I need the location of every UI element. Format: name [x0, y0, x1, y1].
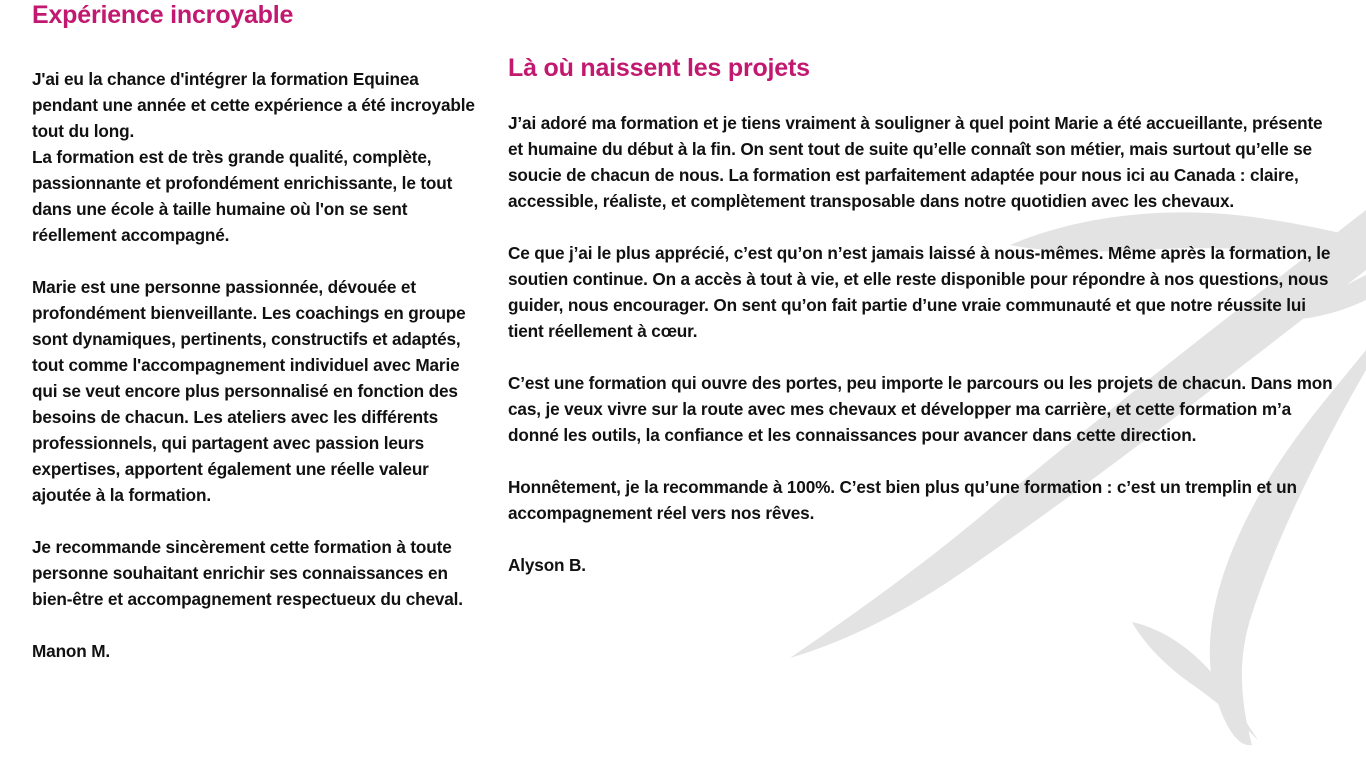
testimonial-left — [32, 0, 477, 690]
testimonial-title: Là où naissent les projets — [508, 54, 810, 82]
testimonial-title: Expérience incroyable — [32, 1, 294, 29]
testimonial-paragraph: Je recommande sincèrement cette formation à toute personne souhaitant enrichir ses connaissances en bien-être et accompagnement respectueux du cheval. — [32, 537, 463, 609]
testimonial-sentence: J'ai eu la chance d'intégrer la formation Equinea pendant une année et cette expérience a été incroyable tout du long. — [32, 69, 475, 141]
testimonial-sentence: La formation est de très grande qualité, complète, passionnante et profondément enrichissante, le tout dans une école à taille humaine où l'on se sent réellement accompagné. — [32, 147, 453, 245]
testimonial-paragraph: Marie est une personne passionnée, dévouée et profondément bienveillante. Les coachings en groupe sont dynamiques, pertinents, constructifs et adaptés, tout comme l'accompagnement individuel avec Marie qui se veut encore plus personnalisé en fonction des besoins de chacun. Les ateliers avec les différents professionnels, qui partagent avec passion leurs expertises, apportent également une réelle valeur ajoutée à la formation. — [32, 277, 466, 505]
testimonial-paragraph: C’est une formation qui ouvre des portes, peu importe le parcours ou les projets de chacun. Dans mon cas, je veux vivre sur la route avec mes chevaux et développer ma carrière, et cette formation m’a donné les outils, la confiance et les connaissances pour avancer dans cette direction. — [508, 373, 1333, 445]
testimonial-author: Alyson B. — [508, 555, 586, 575]
testimonial-right — [508, 53, 1338, 604]
testimonial-paragraph: Ce que j’ai le plus apprécié, c’est qu’on n’est jamais laissé à nous-mêmes. Même après la formation, le soutien continue. On a accès à tout à vie, et elle reste disponible pour répondre à nos questions, nous guider, nous encourager. On sent qu’on fait partie d’une vraie communauté et que notre réussite lui tient réellement à cœur. — [508, 243, 1331, 341]
testimonial-body — [32, 66, 477, 664]
testimonial-paragraph — [32, 66, 477, 248]
testimonial-paragraph: J’ai adoré ma formation et je tiens vraiment à souligner à quel point Marie a été accueillante, présente et humaine du début à la fin. On sent tout de suite qu’elle connaît son métier, mais surtout qu’elle se soucie de chacun de nous. La formation est parfaitement adaptée pour nous ici au Canada : claire, accessible, réaliste, et complètement transposable dans notre quotidien avec les chevaux. — [508, 113, 1323, 211]
testimonial-body — [508, 110, 1338, 578]
testimonial-author: Manon M. — [32, 641, 111, 661]
testimonial-paragraph: Honnêtement, je la recommande à 100%. C’est bien plus qu’une formation : c’est un tremplin et un accompagnement réel vers nos rêves. — [508, 477, 1297, 523]
